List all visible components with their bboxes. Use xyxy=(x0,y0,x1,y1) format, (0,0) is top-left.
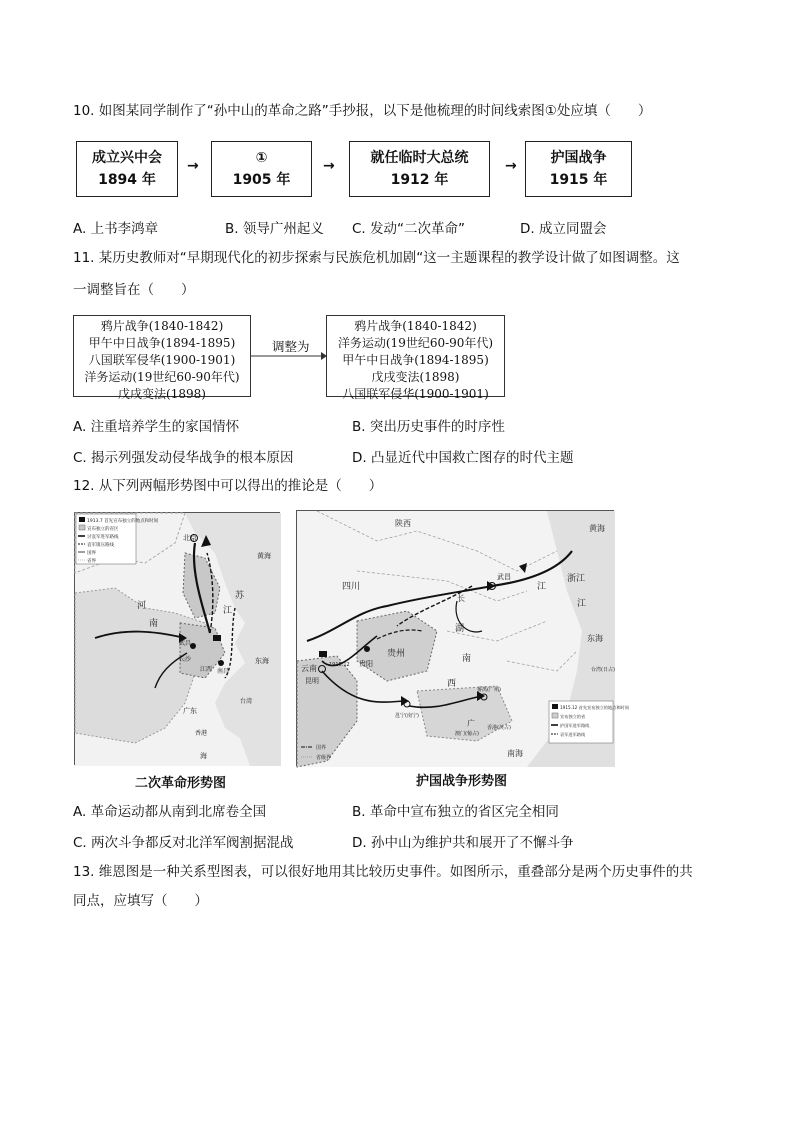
map2-label: 台湾(日占) xyxy=(591,667,615,673)
timeline-box-3 xyxy=(349,141,490,197)
map2-label: 贵阳 xyxy=(359,660,373,668)
map2-label: 番禺(广州) xyxy=(477,687,501,693)
original-list-item: 甲午中日战争(1894-1895) xyxy=(88,336,236,350)
timeline-arrow-2: → xyxy=(323,158,335,174)
map1-label: 海 xyxy=(200,752,207,760)
map2-label: 四川 xyxy=(342,582,361,592)
original-list-item: 戊戌变法(1898) xyxy=(118,387,206,401)
second-revolution-map-svg xyxy=(75,513,281,766)
timeline-box-2-title: ① xyxy=(255,150,268,166)
q12-option-a[interactable]: A. 革命运动都从南到北席卷全国 xyxy=(73,804,267,820)
original-list-item: 洋务运动(19世纪60-90年代) xyxy=(84,370,240,384)
q10-option-d[interactable]: D. 成立同盟会 xyxy=(520,221,607,237)
map1-label: 南 xyxy=(149,619,159,629)
map1-label: 河 xyxy=(137,601,147,611)
map1-label: 香港 xyxy=(195,730,208,737)
q10-option-b[interactable]: B. 领导广州起义 xyxy=(225,221,324,237)
timeline-arrow-1: → xyxy=(187,158,199,174)
map2-label: 江 xyxy=(537,582,547,592)
q11-option-a[interactable]: A. 注重培养学生的家国情怀 xyxy=(73,419,240,435)
map2-label: 长 xyxy=(457,594,465,603)
q13-stem-line2: 同点，应填写（ ） xyxy=(73,893,208,909)
map2-legend-item: 袁军进军路线 xyxy=(560,732,586,737)
map2-legend-item: 护国军进军路线 xyxy=(560,723,590,728)
timeline-box-2-year: 1905 年 xyxy=(232,172,291,188)
map2-label: 香港(英占) xyxy=(487,725,511,731)
adjusted-list-item: 八国联军侵华(1900-1901) xyxy=(342,387,489,401)
timeline-box-4-title: 护国战争 xyxy=(550,150,607,166)
q13-stem-line1: 13. 维恩图是一种关系型图表，可以很好地用其比较历史事件。如图所示，重叠部分是两个历史事件的共 xyxy=(73,864,693,880)
map2-legend-item: 1915.12 首先宣布独立的地点和时间 xyxy=(560,705,629,710)
map1-label: 江西 xyxy=(200,666,213,673)
q10-option-c[interactable]: C. 发动“二次革命” xyxy=(352,221,465,237)
map2-legend-item: 国界 xyxy=(316,745,327,751)
q11-option-b[interactable]: B. 突出历史事件的时序性 xyxy=(352,419,505,435)
adjusted-list-item: 洋务运动(19世纪60-90年代) xyxy=(337,336,494,350)
map2-label: 广 xyxy=(467,719,475,728)
map2-label: 1915.12 xyxy=(329,662,350,668)
map1-label: 苏 xyxy=(235,591,245,601)
map2-label: 贵州 xyxy=(387,649,406,659)
original-list-box xyxy=(73,315,251,401)
map2-legend-item: 宣布独立的省 xyxy=(560,714,586,719)
adjust-arrow-icon xyxy=(251,350,327,362)
map1-legend-item: 国界 xyxy=(87,551,96,556)
map2-legend-item: 省级界 xyxy=(316,755,332,761)
map2-label: 邕宁(南宁) xyxy=(395,713,419,719)
timeline-arrow-3: → xyxy=(505,158,517,174)
map1-label: 北京 xyxy=(183,534,197,542)
map1-legend-item: 讨袁军进军路线 xyxy=(87,535,119,540)
q11-option-d[interactable]: D. 凸显近代中国救亡图存的时代主题 xyxy=(352,450,574,466)
adjusted-list-item: 戊戌变法(1898) xyxy=(371,370,460,384)
map1-label: 江 xyxy=(223,606,233,616)
map2-label: 武昌 xyxy=(497,573,511,581)
map2-label: 湖 xyxy=(455,624,465,634)
timeline-box-4-year: 1915 年 xyxy=(549,172,608,188)
adjusted-list-item: 鸦片战争(1840-1842) xyxy=(354,319,477,333)
q10-option-a[interactable]: A. 上书李鸿章 xyxy=(73,221,159,237)
timeline-box-1-year: 1894 年 xyxy=(98,172,156,188)
map1-legend-item: 宣布独立的省区 xyxy=(87,527,119,532)
map1-label: 武昌 xyxy=(179,640,192,647)
q10-stem: 10. 如图某同学制作了“孙中山的革命之路”手抄报，以下是他梳理的时间线索图①处应填（ ） xyxy=(73,103,652,119)
q12-option-d[interactable]: D. 孙中山为维护共和展开了不懈斗争 xyxy=(352,835,574,851)
map2-label: 澳门(葡占) xyxy=(455,731,479,737)
timeline-box-4 xyxy=(525,141,632,197)
timeline-box-1-title: 成立兴中会 xyxy=(92,150,162,166)
adjust-label: 调整为 xyxy=(272,339,310,354)
q12-stem: 12. 从下列两幅形势图中可以得出的推论是（ ） xyxy=(73,478,383,494)
map1-label: 长沙 xyxy=(179,656,192,663)
map2-label: 昆明 xyxy=(305,677,319,685)
q11-stem-line2: 一调整旨在（ ） xyxy=(73,282,195,298)
map2-label: 江 xyxy=(577,599,587,609)
timeline-box-3-year: 1912 年 xyxy=(390,172,449,188)
original-list-item: 八国联军侵华(1900-1901) xyxy=(88,353,236,367)
map1-label: 南昌 xyxy=(217,668,230,675)
q12-option-c[interactable]: C. 两次斗争都反对北洋军阀割据混战 xyxy=(73,835,294,851)
map2-label: 陕西 xyxy=(395,519,411,528)
map1-label: 黄海 xyxy=(257,552,271,560)
map2-label: 云南 xyxy=(301,664,317,673)
map2-label: 浙江 xyxy=(567,574,586,584)
q11-stem-line1: 11. 某历史教师对“早期现代化的初步探索与民族危机加剧“这一主题课程的教学设计做了如图调整。这 xyxy=(73,250,680,266)
q11-option-c[interactable]: C. 揭示列强发动侵华战争的根本原因 xyxy=(73,450,294,466)
map1-label: 台湾 xyxy=(240,698,253,705)
q12-option-b[interactable]: B. 革命中宣布独立的省区完全相同 xyxy=(352,804,559,820)
adjusted-list-box xyxy=(326,315,505,401)
map1-legend-item: 袁军镇压路线 xyxy=(87,543,114,548)
timeline-box-2 xyxy=(211,141,312,197)
second-revolution-map xyxy=(74,512,280,765)
map1-legend-item: 1913.7 首先宣布独立的地点和时间 xyxy=(87,519,159,524)
map1-label: 广东 xyxy=(183,707,197,715)
map2-label: 黄海 xyxy=(589,524,605,533)
map2-label: 南 xyxy=(462,654,472,664)
map2-label: 西 xyxy=(447,679,457,689)
original-list-item: 鸦片战争(1840-1842) xyxy=(100,319,224,333)
map1-label: 东海 xyxy=(255,657,269,665)
national-protection-war-map xyxy=(296,510,629,766)
national-protection-war-map-svg xyxy=(297,511,629,767)
timeline-box-3-title: 就任临时大总统 xyxy=(370,150,469,166)
map2-label: 南海 xyxy=(507,749,523,758)
map2-caption: 护国战争形势图 xyxy=(416,774,508,789)
map1-caption: 二次革命形势图 xyxy=(135,776,227,791)
adjusted-list-item: 甲午中日战争(1894-1895) xyxy=(342,353,489,367)
map2-label: 东海 xyxy=(587,634,603,643)
timeline-box-1 xyxy=(76,141,178,197)
map1-legend-item: 省界 xyxy=(87,559,96,564)
